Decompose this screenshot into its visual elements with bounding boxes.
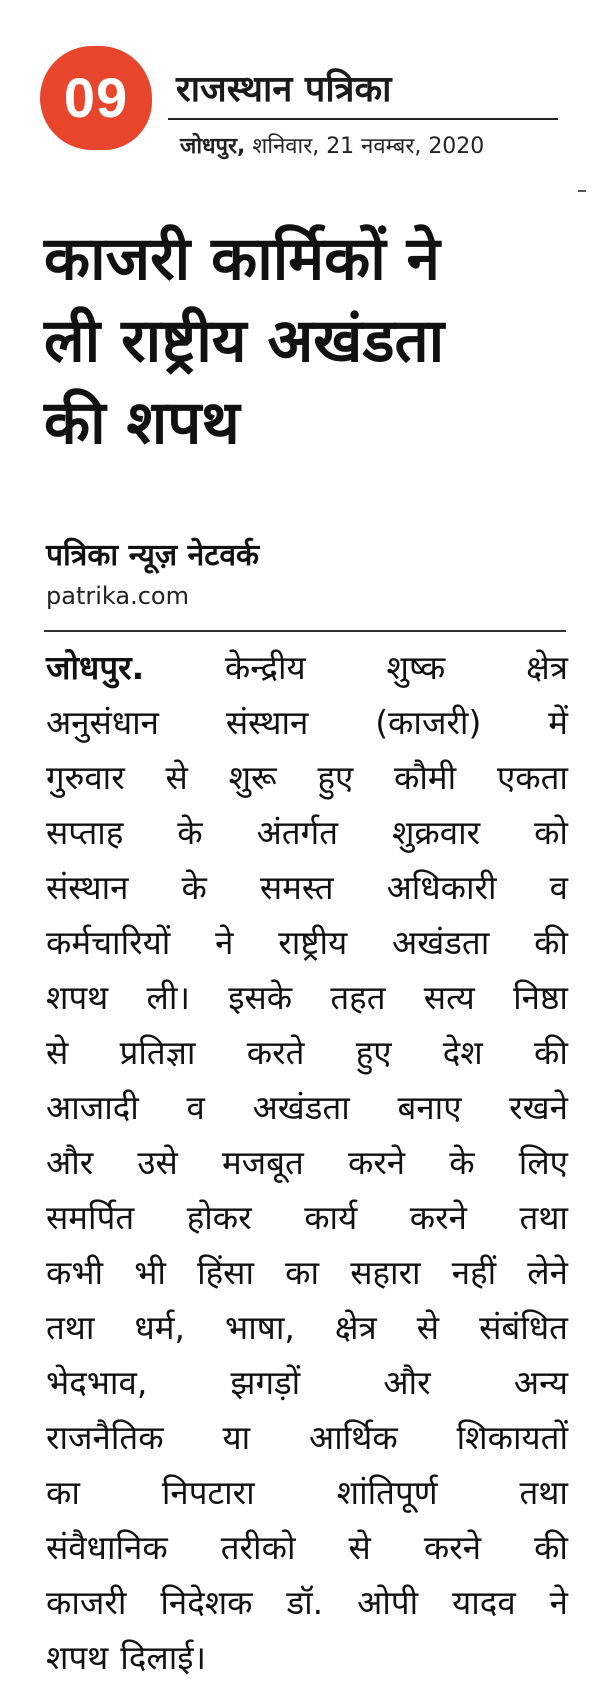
article-word: डॉ. bbox=[286, 1583, 324, 1622]
article-word: करने bbox=[409, 1198, 467, 1237]
article-word: एकता bbox=[497, 758, 568, 797]
article-word: में bbox=[548, 703, 568, 742]
article-word: हिंसा bbox=[197, 1253, 255, 1292]
article-word: तथा bbox=[46, 1308, 95, 1347]
article-word: हुए bbox=[355, 1033, 392, 1072]
article-word: शांतिपूर्ण bbox=[336, 1473, 438, 1512]
article-word: कौमी bbox=[394, 758, 457, 797]
article-word: देश bbox=[442, 1033, 483, 1072]
article-word: के bbox=[449, 1143, 475, 1182]
article-word: अन्य bbox=[513, 1363, 568, 1402]
article-line bbox=[46, 1410, 568, 1465]
article-word: नहीं bbox=[451, 1253, 497, 1292]
article-word: प्रतिज्ञा bbox=[119, 1033, 196, 1072]
article-word: करने bbox=[347, 1143, 406, 1182]
article-line bbox=[46, 1080, 568, 1135]
article-word: और bbox=[46, 1143, 94, 1182]
article-line bbox=[46, 1300, 568, 1355]
article-word: के bbox=[181, 868, 207, 907]
article-word: व bbox=[549, 868, 568, 907]
article-word: या bbox=[222, 1418, 251, 1457]
byline-source: पत्रिका न्यूज़ नेटवर्क bbox=[46, 538, 260, 573]
newspaper-masthead: राजस्थान पत्रिका bbox=[176, 69, 392, 110]
article-word: शपथ bbox=[46, 978, 109, 1017]
article-word: केन्द्रीय bbox=[224, 648, 306, 687]
article-word: सत्य bbox=[423, 978, 475, 1017]
article-line bbox=[46, 1135, 568, 1190]
article-word: करने bbox=[423, 1528, 482, 1567]
article-word: तहत bbox=[330, 978, 386, 1017]
article-word: तथा bbox=[519, 1198, 568, 1237]
article-line bbox=[46, 1575, 568, 1630]
article-word: संस्थान bbox=[225, 703, 309, 742]
article-word: राष्ट्रीय bbox=[278, 923, 348, 962]
article-word: का bbox=[46, 1473, 80, 1512]
article-word: की bbox=[534, 923, 568, 962]
article-word: काजरी bbox=[46, 1583, 127, 1622]
article-line bbox=[46, 915, 568, 970]
article-word: शिकायतों bbox=[456, 1418, 568, 1457]
article-word: भी bbox=[134, 1253, 166, 1292]
article-word: कार्य bbox=[304, 1198, 358, 1237]
article-word: शुक्रवार bbox=[391, 813, 481, 852]
dateline-city: जोधपुर, bbox=[180, 134, 246, 159]
article-word: क्षेत्र bbox=[334, 1308, 377, 1347]
dateline bbox=[180, 130, 560, 164]
article-word: शुरू bbox=[228, 758, 277, 797]
article-word: धर्म, bbox=[134, 1308, 185, 1347]
article-word: ओपी bbox=[357, 1583, 419, 1622]
article-line bbox=[46, 1025, 568, 1080]
article-word: रखने bbox=[509, 1088, 568, 1127]
article-word: आजादी bbox=[46, 1088, 139, 1127]
body-divider bbox=[44, 630, 566, 632]
article-line bbox=[46, 860, 568, 915]
article-word: मजबूत bbox=[221, 1143, 304, 1182]
headline-line: की शपथ bbox=[44, 388, 240, 458]
edge-mark bbox=[578, 190, 586, 192]
article-word: कर्मचारियों bbox=[46, 923, 171, 962]
byline-url: patrika.com bbox=[46, 582, 189, 610]
article-word: होकर bbox=[186, 1198, 252, 1237]
article-word: लिए bbox=[518, 1143, 568, 1182]
article-word: राजनैतिक bbox=[46, 1418, 164, 1457]
article-word: गुरुवार bbox=[46, 758, 125, 797]
headline-line: काजरी कार्मिकों ने bbox=[44, 224, 440, 294]
article-word: भेदभाव, bbox=[46, 1363, 148, 1402]
article-line bbox=[46, 695, 568, 750]
article-word: भाषा, bbox=[225, 1308, 295, 1347]
article-word: अधिकारी bbox=[386, 868, 497, 907]
article-word: क्षेत्र bbox=[526, 648, 568, 687]
article-word: की bbox=[534, 1033, 568, 1072]
article-word: समर्पित bbox=[46, 1198, 135, 1237]
article-line bbox=[46, 1465, 568, 1520]
headline bbox=[44, 218, 564, 464]
page-number-badge: 09 bbox=[40, 46, 152, 150]
article-body bbox=[46, 640, 568, 1685]
article-word: निष्ठा bbox=[513, 978, 568, 1017]
article-line bbox=[46, 1520, 568, 1575]
article-word: ने bbox=[549, 1583, 568, 1622]
article-word: संबंधित bbox=[479, 1308, 568, 1347]
article-line bbox=[46, 805, 568, 860]
article-word: (काजरी) bbox=[375, 703, 482, 742]
article-word: करते bbox=[246, 1033, 305, 1072]
article-word: और bbox=[383, 1363, 431, 1402]
article-word: का bbox=[285, 1253, 320, 1292]
article-word: के bbox=[177, 813, 203, 852]
article-line bbox=[46, 970, 568, 1025]
article-word: से bbox=[46, 1033, 69, 1072]
article-word: तथा bbox=[519, 1473, 568, 1512]
article-word: उसे bbox=[137, 1143, 178, 1182]
article-word: झगड़ों bbox=[230, 1363, 301, 1402]
article-word: ली। bbox=[146, 978, 190, 1017]
article-word: लेने bbox=[527, 1253, 568, 1292]
article-word: से bbox=[165, 758, 188, 797]
article-word: ने bbox=[215, 923, 234, 962]
headline-line: ली राष्ट्रीय अखंडता bbox=[44, 306, 445, 376]
article-word: कभी bbox=[46, 1253, 104, 1292]
article-word: निपटारा bbox=[161, 1473, 255, 1512]
article-word: यादव bbox=[452, 1583, 516, 1622]
article-word: अखंडता bbox=[392, 923, 490, 962]
article-word: अनुसंधान bbox=[46, 703, 159, 742]
article-line bbox=[46, 1355, 568, 1410]
article-line bbox=[46, 1190, 568, 1245]
article-word: से bbox=[348, 1528, 371, 1567]
masthead-divider bbox=[168, 118, 558, 120]
article-word: को bbox=[534, 813, 568, 852]
article-word: बनाए bbox=[397, 1088, 462, 1127]
article-word: शुष्क bbox=[386, 648, 446, 687]
article-word: अखंडता bbox=[252, 1088, 350, 1127]
dateline-date: शनिवार, 21 नवम्बर, 2020 bbox=[252, 134, 485, 159]
article-word: निदेशक bbox=[160, 1583, 253, 1622]
article-word: की bbox=[534, 1528, 568, 1567]
article-word: दिलाई। bbox=[120, 1638, 206, 1677]
article-word: तरीको bbox=[220, 1528, 296, 1567]
article-lead-city: जोधपुर. bbox=[46, 648, 145, 687]
article-word: समस्त bbox=[259, 868, 334, 907]
article-word: आर्थिक bbox=[309, 1418, 398, 1457]
article-line bbox=[46, 750, 568, 805]
article-line bbox=[46, 1245, 568, 1300]
article-word: संस्थान bbox=[46, 868, 129, 907]
article-word: सप्ताह bbox=[46, 813, 124, 852]
article-word: हुए bbox=[317, 758, 354, 797]
article-word: शपथ bbox=[46, 1638, 109, 1677]
article-word: इसके bbox=[228, 978, 293, 1017]
article-word: व bbox=[186, 1088, 205, 1127]
article-word: सहारा bbox=[350, 1253, 421, 1292]
article-word: अंतर्गत bbox=[256, 813, 339, 852]
article-word: संवैधानिक bbox=[46, 1528, 168, 1567]
article-line bbox=[46, 1630, 568, 1685]
article-line bbox=[46, 640, 568, 695]
article-word: से bbox=[416, 1308, 440, 1347]
